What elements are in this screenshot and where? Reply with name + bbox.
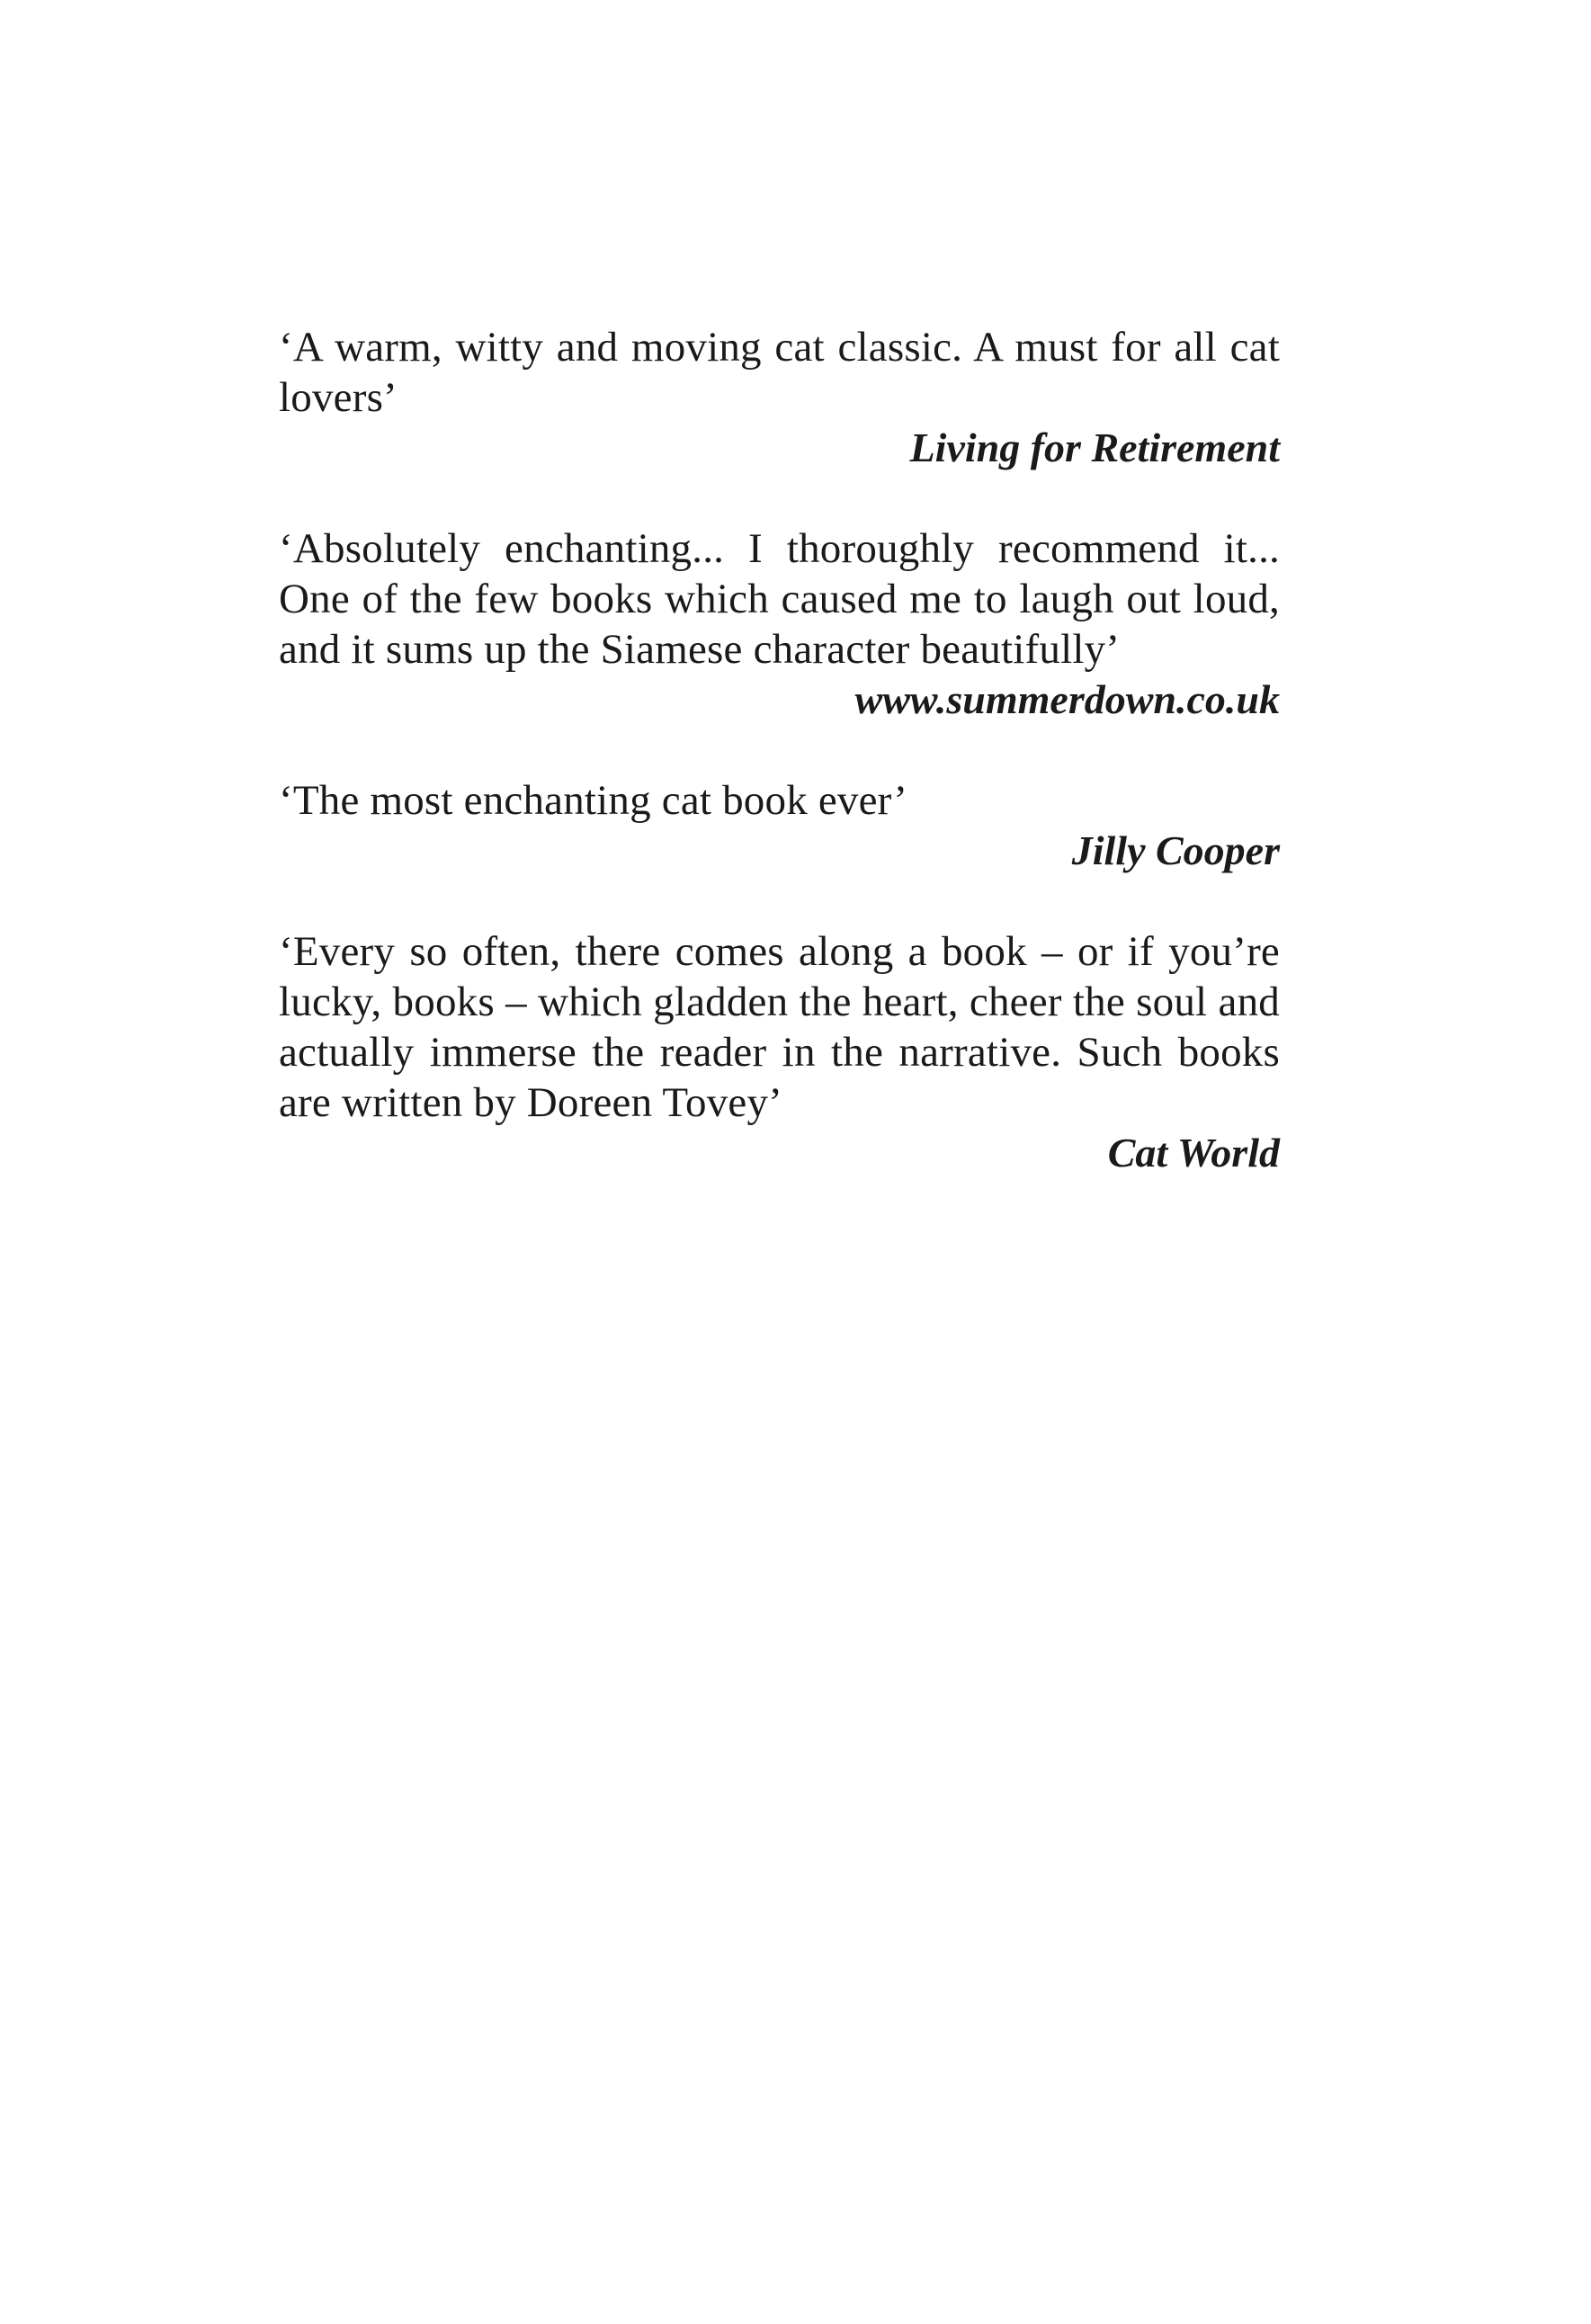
blurb xyxy=(279,775,1280,876)
quote-source: www.summerdown.co.uk xyxy=(854,676,1280,722)
blurb xyxy=(279,322,1280,473)
blurb xyxy=(279,523,1280,725)
quote-source: Living for Retirement xyxy=(909,425,1280,470)
quote-text: ‘A warm, witty and moving cat classic. A must for all cat lovers’ xyxy=(279,324,1280,421)
quote-source: Cat World xyxy=(1107,1130,1280,1175)
praise-quotes xyxy=(279,322,1280,1229)
quote-text: ‘Every so often, there comes along a book – or if you’re lucky, books – which gladden the heart, cheer the soul and actually immerse the reader in the narrative. Such books are written by Doreen Tovey’ xyxy=(279,928,1280,1126)
quote-text: ‘The most enchanting cat book ever’ xyxy=(279,777,908,824)
quote-text: ‘Absolutely enchanting... I thoroughly recommend it... One of the few books which caused me to laugh out loud, and it sums up the Siamese character beautifully’ xyxy=(279,525,1280,673)
blurb xyxy=(279,926,1280,1178)
quote-source: Jilly Cooper xyxy=(1071,827,1280,873)
